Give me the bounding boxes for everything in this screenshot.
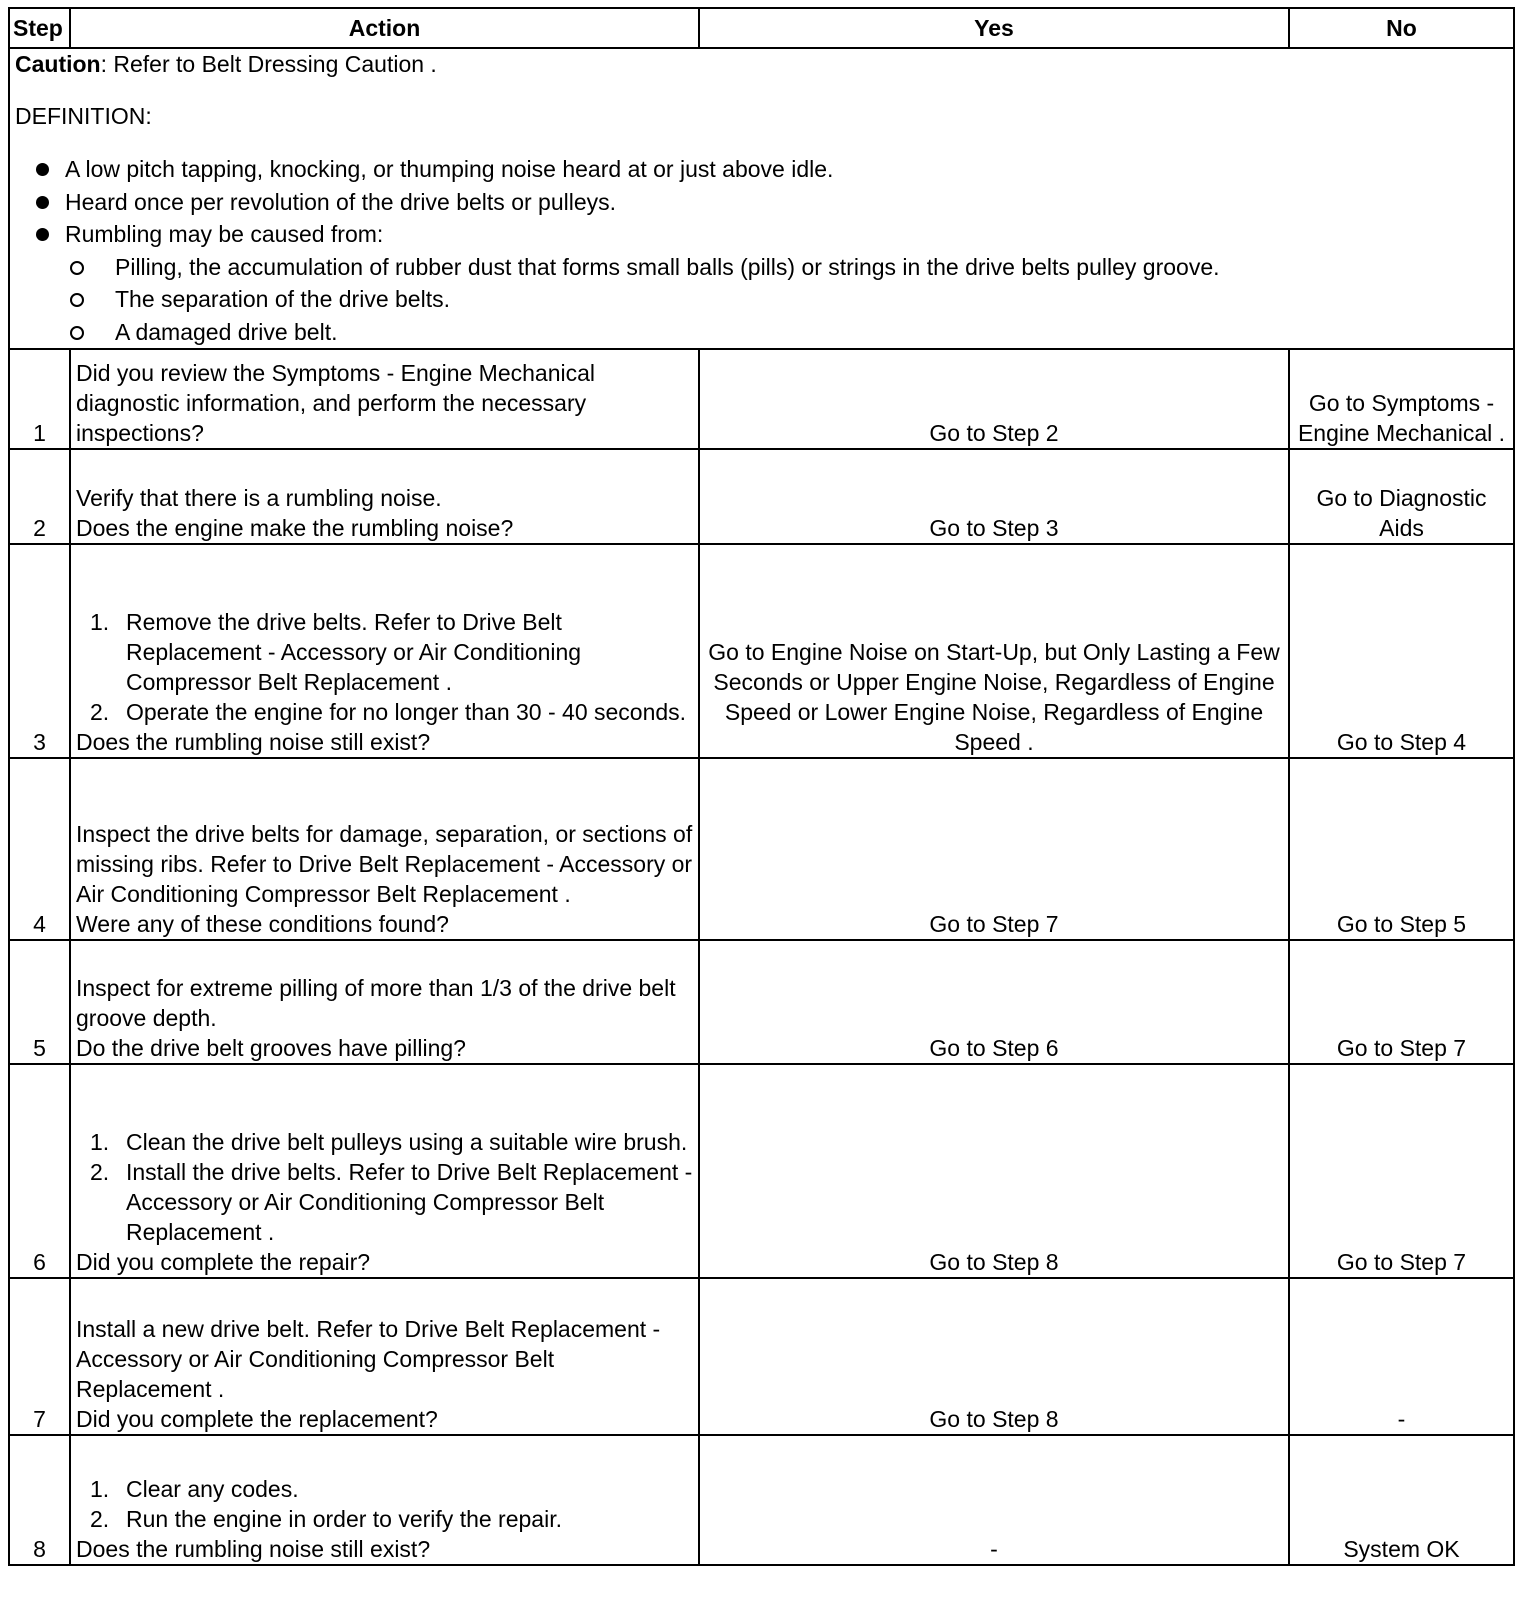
table-row: [9, 1435, 1514, 1565]
action-question: Do the drive belt grooves have pilling?: [76, 1035, 466, 1061]
bullet-text: A low pitch tapping, knocking, or thumping noise heard at or just above idle.: [65, 156, 834, 182]
procedure-item: 2. Install the drive belts. Refer to Drive Belt Replacement - Accessory or Air Conditioning Compressor Belt Replacement .: [90, 1159, 693, 1245]
yes-cell: Go to Step 8: [699, 1278, 1289, 1435]
procedure-text: Clear any codes.: [126, 1476, 299, 1502]
step-number: 3: [9, 544, 70, 758]
no-cell: Go to Diagnostic Aids: [1289, 449, 1514, 544]
action-text: Did you review the Symptoms - Engine Mechanical diagnostic information, and perform the necessary inspections?: [76, 360, 596, 446]
definition-bullet: [15, 153, 1508, 186]
action-cell: [70, 940, 699, 1064]
step-number: 5: [9, 940, 70, 1064]
yes-cell: Go to Step 2: [699, 349, 1289, 449]
cause-bullet: [65, 283, 1508, 316]
table-row: [9, 349, 1514, 449]
header-yes: Yes: [699, 8, 1289, 48]
no-cell: Go to Step 7: [1289, 1064, 1514, 1278]
bullet-text: Rumbling may be caused from:: [65, 221, 384, 247]
procedure-list: [76, 1474, 693, 1534]
intro-row: [9, 48, 1514, 349]
table-row: [9, 544, 1514, 758]
procedure-text: Run the engine in order to verify the repair.: [126, 1506, 562, 1532]
caution-text: : Refer to Belt Dressing Caution .: [100, 51, 437, 77]
header-row: [9, 8, 1514, 48]
cause-bullet: [65, 251, 1508, 284]
yes-cell: Go to Step 6: [699, 940, 1289, 1064]
no-cell: Go to Symptoms - Engine Mechanical .: [1289, 349, 1514, 449]
table-row: [9, 940, 1514, 1064]
procedure-list: [76, 607, 693, 727]
definition-bullet: [15, 218, 1508, 348]
action-cell: [70, 1064, 699, 1278]
procedure-text: Install the drive belts. Refer to Drive Belt Replacement - Accessory or Air Conditioning Compressor Belt Replacement .: [126, 1159, 693, 1245]
action-question: Did you complete the repair?: [76, 1249, 371, 1275]
no-cell: -: [1289, 1278, 1514, 1435]
table-row: [9, 449, 1514, 544]
action-cell: [70, 758, 699, 940]
cause-bullet: [65, 316, 1508, 349]
procedure-item: 1. Remove the drive belts. Refer to Drive Belt Replacement - Accessory or Air Conditioning Compressor Belt Replacement .: [90, 609, 582, 695]
action-text: Install a new drive belt. Refer to Drive Belt Replacement - Accessory or Air Conditioning Compressor Belt Replacement .: [76, 1316, 661, 1402]
table-row: [9, 1064, 1514, 1278]
action-cell: [70, 1278, 699, 1435]
step-number: 4: [9, 758, 70, 940]
action-cell: [70, 449, 699, 544]
header-no: No: [1289, 8, 1514, 48]
procedure-text: Clean the drive belt pulleys using a suitable wire brush.: [126, 1129, 688, 1155]
procedure-text: Remove the drive belts. Refer to Drive Belt Replacement - Accessory or Air Conditioning Compressor Belt Replacement .: [126, 609, 582, 695]
sub-bullet-text: Pilling, the accumulation of rubber dust that forms small balls (pills) or strings in the drive belts pulley groove.: [115, 253, 1220, 280]
yes-cell: Go to Engine Noise on Start-Up, but Only Lasting a Few Seconds or Upper Engine Noise, Regardless of Engine Speed or Lower Engine Noise, Regardless of Engine Speed .: [699, 544, 1289, 758]
procedure-text: Operate the engine for no longer than 30 - 40 seconds.: [126, 699, 687, 725]
action-cell: [70, 349, 699, 449]
table-row: [9, 758, 1514, 940]
action-question: Does the engine make the rumbling noise?: [76, 515, 514, 541]
yes-cell: Go to Step 7: [699, 758, 1289, 940]
definition-bullet: [15, 186, 1508, 219]
action-text: Inspect the drive belts for damage, separation, or sections of missing ribs. Refer to Drive Belt Replacement - Accessory or Air Conditioning Compressor Belt Replacement .: [76, 821, 693, 907]
action-text: Inspect for extreme pilling of more than 1/3 of the drive belt groove depth.: [76, 975, 676, 1031]
procedure-item: 1. Clear any codes.: [90, 1476, 299, 1502]
sub-bullet-text: The separation of the drive belts.: [115, 286, 450, 312]
bullet-text: Heard once per revolution of the drive belts or pulleys.: [65, 188, 617, 215]
step-number: 2: [9, 449, 70, 544]
action-cell: [70, 1435, 699, 1565]
step-number: 6: [9, 1064, 70, 1278]
step-number: 7: [9, 1278, 70, 1435]
step-number: 8: [9, 1435, 70, 1565]
yes-cell: -: [699, 1435, 1289, 1565]
diagnostic-table: [8, 7, 1515, 1566]
no-cell: Go to Step 7: [1289, 940, 1514, 1064]
yes-cell: Go to Step 8: [699, 1064, 1289, 1278]
no-cell: System OK: [1289, 1435, 1514, 1565]
header-action: Action: [70, 8, 699, 48]
no-cell: Go to Step 4: [1289, 544, 1514, 758]
procedure-list: [76, 1127, 693, 1247]
caution-line: [15, 49, 1508, 79]
caution-label: Caution: [15, 51, 101, 77]
action-question: Does the rumbling noise still exist?: [76, 729, 431, 755]
no-cell: Go to Step 5: [1289, 758, 1514, 940]
procedure-item: 1. Clean the drive belt pulleys using a suitable wire brush.: [90, 1129, 688, 1155]
sub-bullet-text: A damaged drive belt.: [115, 318, 338, 345]
procedure-item: 2. Operate the engine for no longer than 30 - 40 seconds.: [90, 699, 687, 725]
action-question: Does the rumbling noise still exist?: [76, 1536, 431, 1562]
action-question: Were any of these conditions found?: [76, 911, 449, 937]
action-question: Did you complete the replacement?: [76, 1406, 438, 1432]
yes-cell: Go to Step 3: [699, 449, 1289, 544]
table-row: [9, 1278, 1514, 1435]
cause-list: [65, 251, 1508, 349]
step-number: 1: [9, 349, 70, 449]
header-step: Step: [9, 8, 70, 48]
action-cell: [70, 544, 699, 758]
definition-label: DEFINITION:: [15, 103, 152, 129]
action-text: Verify that there is a rumbling noise.: [76, 485, 442, 511]
intro-cell: [9, 48, 1514, 349]
definition-list: [15, 153, 1508, 348]
procedure-item: 2. Run the engine in order to verify the repair.: [90, 1506, 562, 1532]
